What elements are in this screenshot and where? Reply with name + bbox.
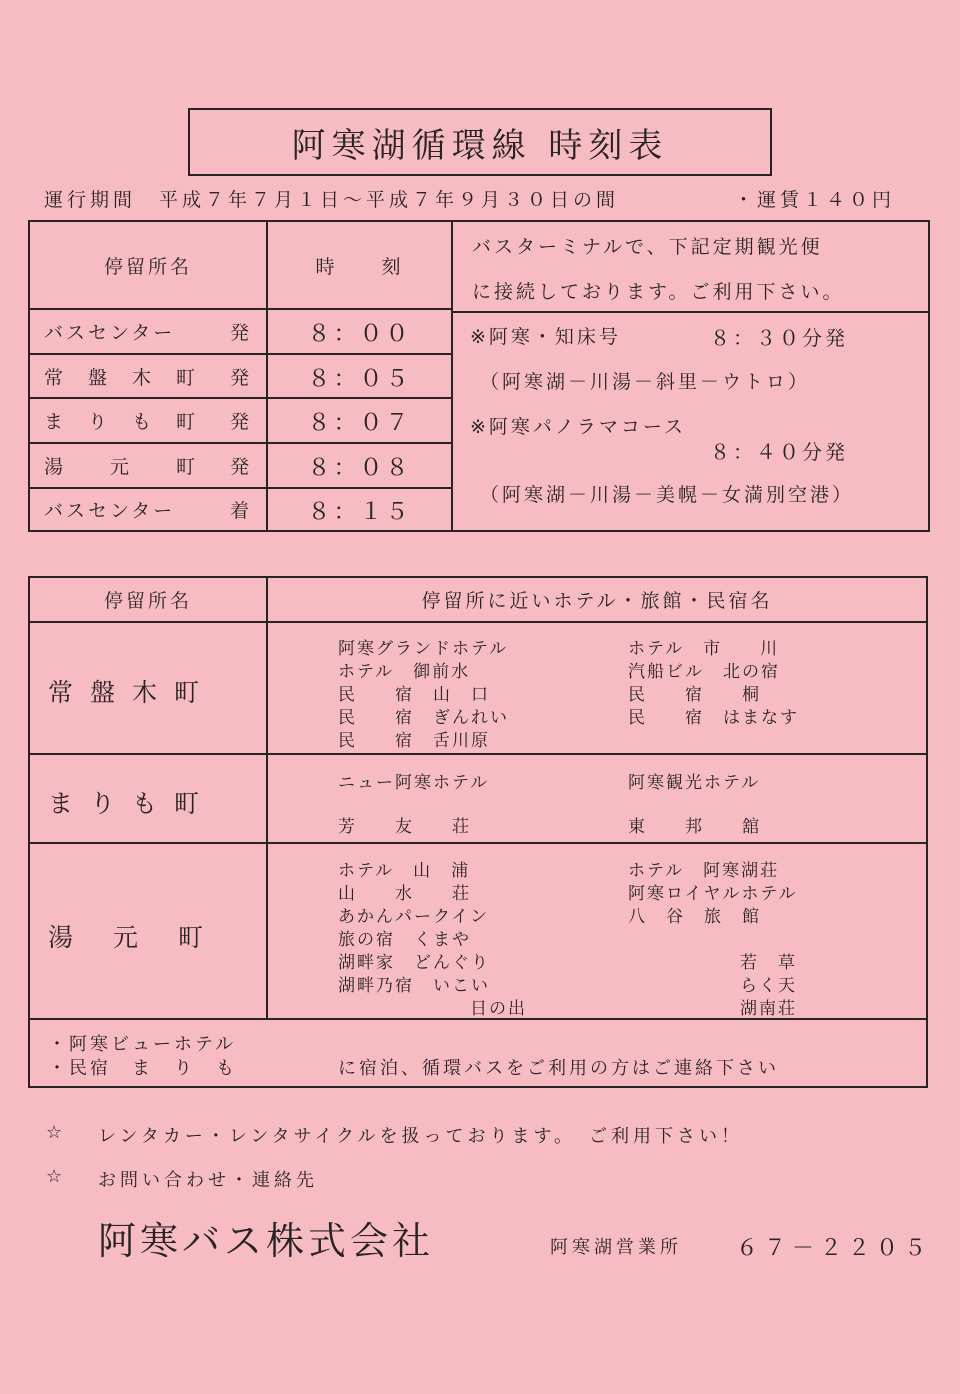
hotel-name: ホテル 山 浦 [338,861,471,881]
header-stop-name: 停留所名 [103,255,192,278]
notice-line-1: バスターミナルで、下記定期観光便 [472,236,823,258]
hotel-name: あかんパークイン [338,907,490,927]
town-name: まりも町 [48,789,217,818]
hotel-name: 旅の宿 くまや [338,930,471,950]
stop-row-4 [30,444,266,487]
stop-kind: 発 [229,411,252,433]
hotel-name: 民 宿 桐 [628,685,761,705]
extra-hotel-2: ・民宿 ま り も [48,1058,237,1079]
stop-name: 湯 元 町 [44,456,199,478]
stop-kind: 発 [229,322,252,344]
stop-time-3: ８：０７ [307,410,412,436]
contact-label: お問い合わせ・連絡先 [98,1170,318,1191]
hotel-name: 湖南荘 [740,999,797,1019]
town-name: 湯元町 [48,923,244,952]
hotel-name: 湖畔家 どんぐり [338,953,490,973]
stop-name: バスセンター [44,322,176,344]
hotel-name: 阿寒グランドホテル [338,639,509,659]
star-icon: ☆ [46,1122,67,1143]
stop-time-5: ８：１５ [307,499,412,525]
office-name: 阿寒湖営業所 [550,1237,682,1258]
hotel-name: 東 邦 舘 [628,817,761,837]
hotel-name: らく天 [740,976,797,996]
extra-note: に宿泊、循環バスをご利用の方はご連絡下さい [338,1058,779,1079]
notice-line-2: に接続しております。ご利用下さい。 [472,281,845,303]
hotel-name: ホテル 市 川 [628,639,780,659]
hotel-name: 阿寒観光ホテル [628,773,761,793]
header-time: 時 刻 [315,255,404,278]
stop-name: バスセンター [44,500,176,522]
stop-time-4: ８：０８ [307,455,412,481]
hotel-name: ホテル 御前水 [338,662,471,682]
timetable-table [28,220,930,532]
stop-row-5 [30,489,266,530]
page-title: 阿寒湖循環線 時刻表 [188,108,772,176]
town-marimo [48,784,244,820]
tour-1-route: （阿寒湖－川湯－斜里－ウトロ） [480,371,811,393]
hotel-name: ニュー阿寒ホテル [338,773,490,793]
stop-row-2 [30,355,266,397]
tour-1-depart: ８：３０分発 [710,326,848,350]
stop-kind: 発 [229,366,252,389]
stop-row-1 [30,310,266,353]
hotel-name: 八 谷 旅 館 [628,907,761,927]
hotel-name: 民 宿 舌川原 [338,731,490,751]
hotel-name: 汽船ビル 北の宿 [628,662,780,682]
tour-1-name: ※阿寒・知床号 [470,326,621,348]
period-text: 運行期間 平成７年７月１日～平成７年９月３０日の間 [44,189,620,211]
hotel-name: 湖畔乃宿 いこい [338,976,490,996]
stop-kind: 発 [229,456,252,478]
tour-2-route: （阿寒湖－川湯－美幌－女満別空港） [480,484,855,506]
operating-period [44,185,924,212]
stop-name: ま り も 町 [44,411,199,433]
stop-kind: 着 [229,500,252,522]
tour-2-depart: ８：４０分発 [710,440,848,464]
hotel-name: 民 宿 ぎんれい [338,708,509,728]
hotel-name: 日の出 [470,999,527,1019]
extra-hotel-1: ・阿寒ビューホテル [48,1034,237,1055]
tour-2-name: ※阿寒パノラマコース [470,416,686,438]
stop-name: 常 盤 木 町 [44,366,199,389]
company-name: 阿寒バス株式会社 [98,1219,435,1263]
hotel-name: 民 宿 はまなす [628,708,799,728]
hotel-name: 山 水 荘 [338,884,471,904]
town-yumoto [48,918,244,954]
town-tokiwagi [48,673,244,709]
phone-number: ６７－２２０５ [736,1236,933,1261]
hotels-header-stop: 停留所名 [103,590,192,612]
stop-row-3 [30,399,266,442]
hotel-name: 民 宿 山 口 [338,685,490,705]
hotel-name: 若 草 [740,953,797,973]
hotel-name: 阿寒ロイヤルホテル [628,884,798,904]
star-icon: ☆ [46,1166,67,1187]
hotel-name: 芳 友 荘 [338,817,471,837]
hotels-table [28,576,928,1088]
stop-time-2: ８：０５ [307,365,412,392]
town-name: 常盤木町 [48,678,217,707]
fare-text: ・運賃１４０円 [734,189,896,211]
hotel-name: ホテル 阿寒湖荘 [628,861,780,881]
stop-time-1: ８：００ [307,321,412,347]
rental-notice: レンタカー・レンタサイクルを扱っております。 ご利用下さい！ [98,1126,744,1147]
hotels-header-names: 停留所に近いホテル・旅館・民宿名 [421,590,773,612]
